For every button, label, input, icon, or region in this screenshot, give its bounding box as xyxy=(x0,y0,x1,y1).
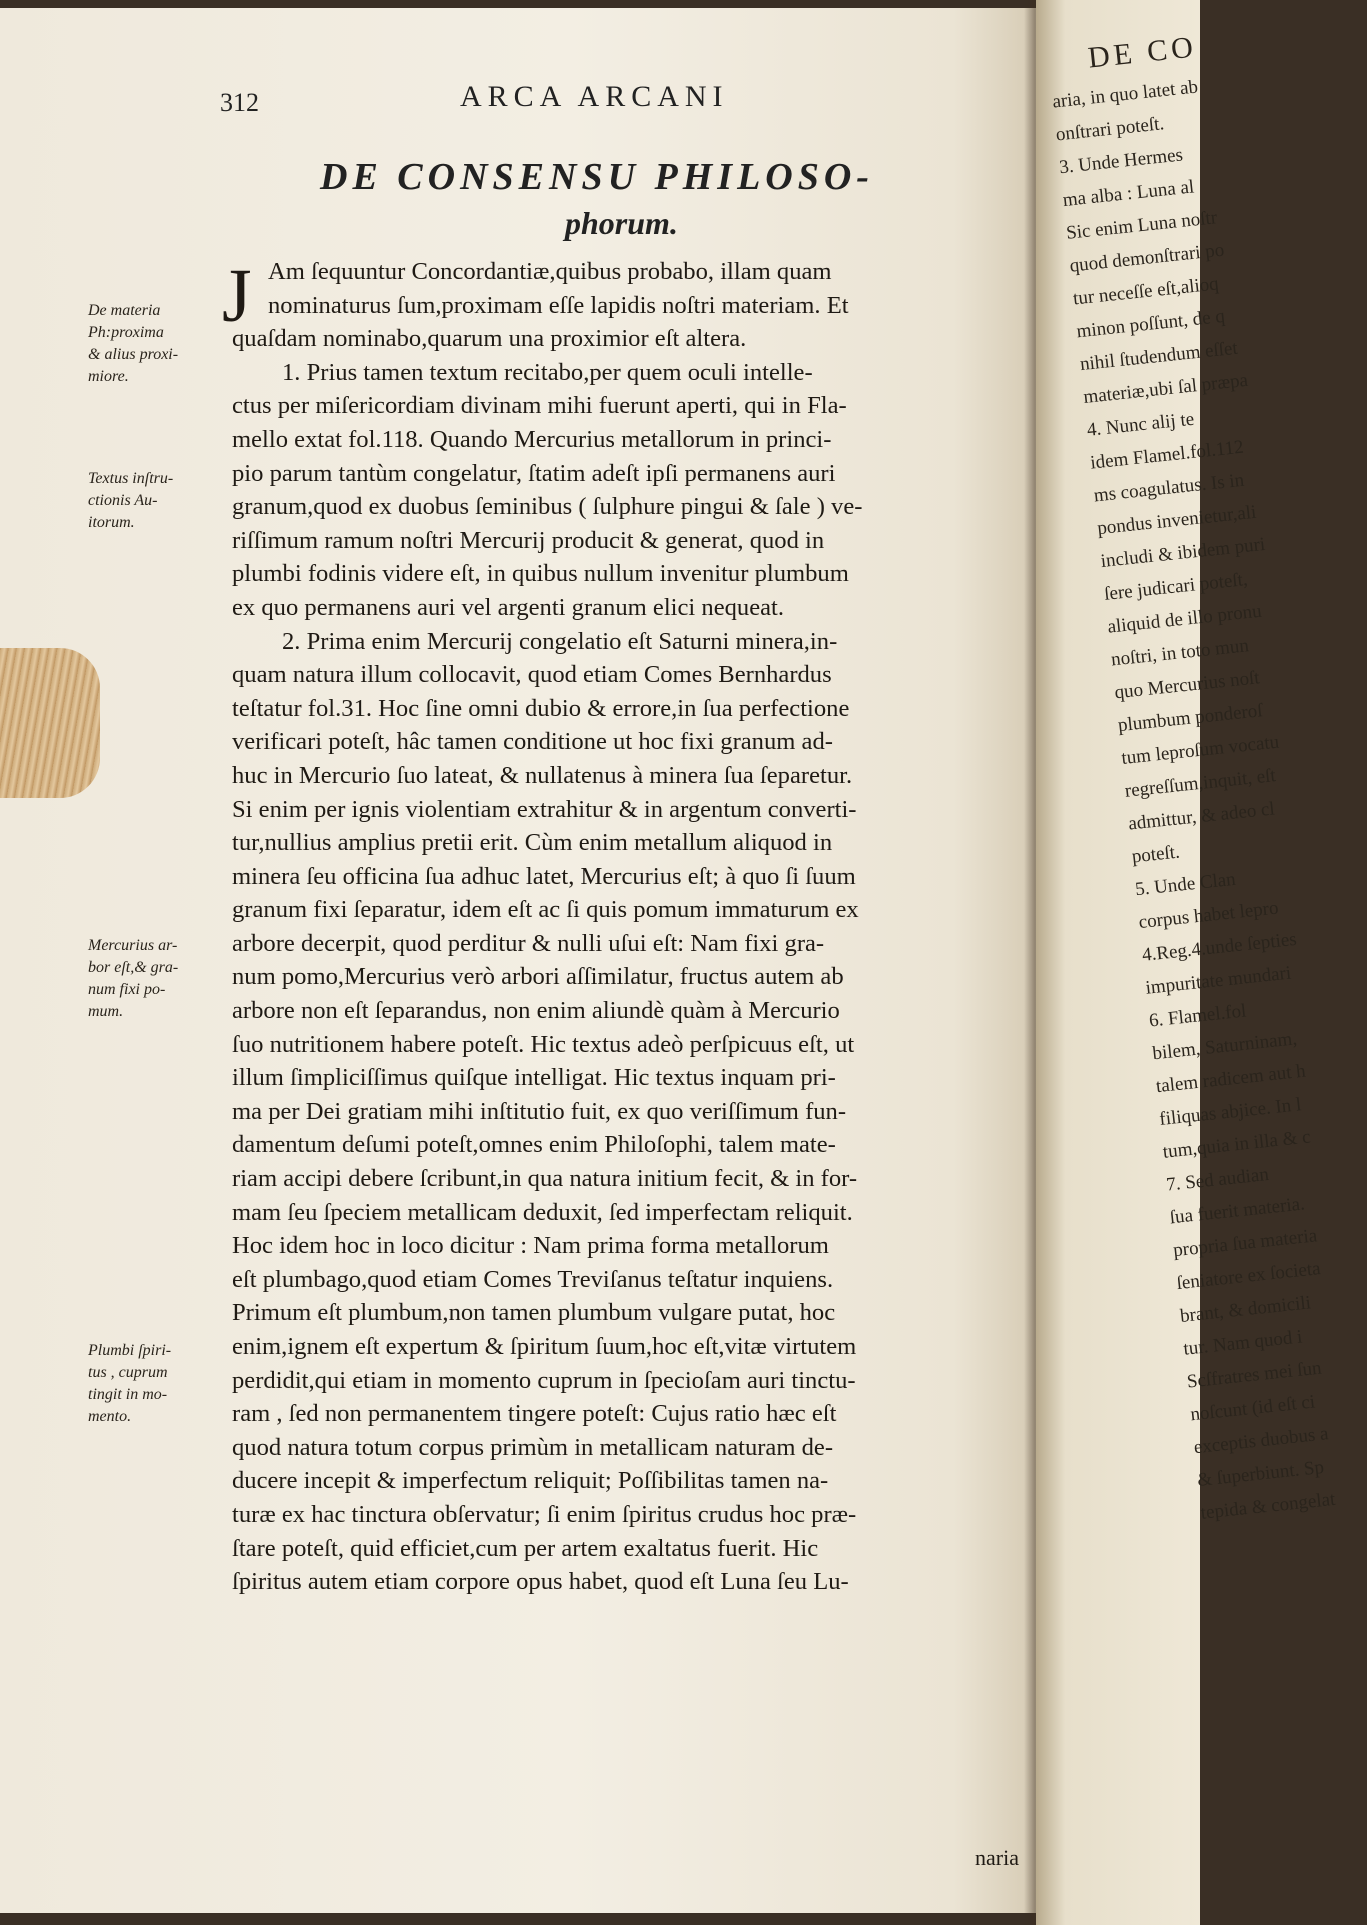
body-line: ram , ſed non permanentem tingere poteſt: Cujus ratio hæc eſt xyxy=(232,1400,837,1428)
body-line: minera ſeu officina ſua adhuc latet, Mercurius eſt; à quo ſi ſuum xyxy=(232,862,856,890)
right-page-line: brant, & domicili xyxy=(1179,1292,1312,1327)
body-line: 2. Prima enim Mercurij congelatio eſt Saturni minera,in- xyxy=(282,627,838,655)
chapter-heading-continued: phorum. xyxy=(565,205,678,241)
right-page-line: corpus habet lepro xyxy=(1137,897,1280,934)
margin-note-line: Textus inſtru- xyxy=(88,470,174,487)
margin-note-line: Ph:proxima xyxy=(88,324,164,341)
right-page-line: propria ſua materia xyxy=(1172,1225,1319,1262)
right-page-line: noſcunt (id eſt ci xyxy=(1189,1391,1316,1426)
right-page-line: idem Flamel.fol.112 xyxy=(1089,436,1245,474)
right-page-line: onſtrari poteſt. xyxy=(1054,113,1166,146)
right-page-heading: DE CO xyxy=(1086,30,1199,75)
right-page-line: ſeniatore ex ſocieta xyxy=(1175,1258,1322,1295)
running-title: ARCA ARCANI xyxy=(460,80,729,113)
body-line: num pomo,Mercurius verò arbori aſſimilatur, fructus autem ab xyxy=(232,963,844,991)
body-line: ſtare poteſt, quid efficiet,cum per artem exaltatus fuerit. Hic xyxy=(232,1534,819,1562)
margin-note-line: tus , cuprum xyxy=(88,1364,168,1381)
margin-note-line: tingit in mo- xyxy=(88,1386,168,1403)
right-page-line: ſere judicari poteſt, xyxy=(1103,568,1249,605)
right-page-line: tepida & congelat xyxy=(1199,1488,1337,1524)
margin-note-line: & alius proxi- xyxy=(88,346,179,363)
margin-note-line: ctionis Au- xyxy=(88,492,158,509)
body-line: arbore decerpit, quod perditur & nulli uſui eſt: Nam fixi gra- xyxy=(232,929,825,957)
right-page-line: quod demonſtrari po xyxy=(1068,239,1226,277)
right-page-line: tur neceſſe eſt,alioq xyxy=(1072,273,1220,310)
right-page-line: & ſuperbiunt. Sp xyxy=(1196,1456,1326,1492)
right-page-line: minon poſſunt, de q xyxy=(1075,305,1226,343)
brush-bristles-image xyxy=(0,648,100,798)
right-page-line: aliquid de illo pronu xyxy=(1106,600,1263,638)
running-head xyxy=(220,80,1020,120)
margin-note-line: De materia xyxy=(88,302,161,319)
body-line: riam accipi debere ſcribunt,in qua natura initium fecit, & in for- xyxy=(232,1165,858,1193)
right-page-line: ms coagulatus. Is in xyxy=(1092,469,1246,507)
right-page-line: ſua fuerit materia. xyxy=(1168,1193,1306,1229)
right-page-line: Scſfratres mei ſun xyxy=(1185,1357,1323,1393)
body-line: quam natura illum collocavit, quod etiam Comes Bernhardus xyxy=(232,661,832,689)
body-line: Primum eſt plumbum,non tamen plumbum vulgare putat, hoc xyxy=(232,1299,836,1327)
body-line: illum ſimpliciſſimus quiſque intelligat. Hic textus inquam pri- xyxy=(232,1064,836,1092)
margin-note-line: miore. xyxy=(88,368,129,385)
body-line: ducere incepit & imperfectum reliquit; Poſſibilitas tamen na- xyxy=(232,1467,829,1495)
right-page-line: 3. Unde Hermes xyxy=(1058,144,1184,179)
body-line: ſpiritus autem etiam corpore opus habet, quod eſt Luna ſeu Lu- xyxy=(232,1568,849,1596)
body-line: 1. Prius tamen textum recitabo,per quem oculi intelle- xyxy=(282,358,813,386)
body-line: granum fixi ſeparatur, idem eſt ac ſi quis pomum immaturum ex xyxy=(232,896,859,924)
right-page-line: tur. Nam quod i xyxy=(1182,1326,1304,1360)
margin-note-line: Plumbi ſpiri- xyxy=(88,1342,172,1359)
body-line: pio parum tantùm congelatur, ſtatim adeſt ipſi permanens auri xyxy=(232,459,836,487)
body-line: Am ſequuntur Concordantiæ,quibus probabo, illam quam xyxy=(268,258,832,285)
right-page-line: admittur, & adeo cl xyxy=(1127,798,1276,835)
margin-note-plumbi xyxy=(88,1340,222,1428)
body-line: ctus per miſericordiam divinam mihi fuerunt aperti, qui in Fla- xyxy=(232,392,847,420)
body-line: damentum deſumi poteſt,omnes enim Philoſophi, talem mate- xyxy=(232,1131,836,1159)
body-line: quaſdam nominabo,quarum una proximior eſt altera. xyxy=(232,325,747,353)
body-line: turæ ex hac tinctura obſervatur; ſi enim ſpiritus crudus hoc præ- xyxy=(232,1500,857,1528)
body-line: teſtatur fol.31. Hoc ſine omni dubio & errore,in ſua perfectione xyxy=(232,694,850,722)
margin-note-line: Mercurius ar- xyxy=(88,937,178,954)
body-line: huc in Mercurio ſuo lateat, & nullatenus à minera ſua ſeparetur. xyxy=(232,761,853,789)
chapter-heading: DE CONSENSU PHILOSO- xyxy=(320,156,874,198)
right-page-line: tum leproſum vocatu xyxy=(1120,731,1281,769)
body-line: tur,nullius amplius pretii erit. Cùm enim metallum aliquod in xyxy=(232,829,833,857)
right-page-line: includi & ibidem puri xyxy=(1099,533,1267,573)
right-page-line: bilem, Saturninam, xyxy=(1151,1028,1298,1065)
body-line: enim,ignem eſt expertum & ſpiritum ſuum,hoc eſt,vitæ virtutem xyxy=(232,1333,857,1360)
body-line: mam ſeu ſpeciem metallicam deduxit, ſed imperfectam reliquit. xyxy=(232,1198,853,1226)
right-page-line: noſtri, in toto mun xyxy=(1110,635,1250,671)
body-line: Hoc idem hoc in loco dicitur : Nam prima forma metallorum xyxy=(232,1232,829,1260)
body-line: quod natura totum corpus primùm in metallicam naturam de- xyxy=(232,1433,834,1461)
margin-note-line: itorum. xyxy=(88,514,135,531)
margin-note-line: bor eſt,& gra- xyxy=(88,959,179,976)
right-page-line: poteſt. xyxy=(1130,841,1181,868)
body-line: perdidit,qui etiam in momento cuprum in ſpecioſam auri tinctu- xyxy=(232,1366,856,1394)
right-page-line: exceptis duobus a xyxy=(1192,1423,1330,1459)
right-page-line: aria, in quo latet ab xyxy=(1051,76,1199,113)
right-page-line: filiquas abjice. In l xyxy=(1158,1094,1303,1130)
right-page-line: 5. Unde Clan xyxy=(1134,868,1237,901)
drop-cap: J xyxy=(222,254,252,338)
right-page-line: 4.Reg.4.unde ſepties xyxy=(1141,928,1298,966)
body-line: Si enim per ignis violentiam extrahitur & in argentum converti- xyxy=(232,795,857,823)
body-line: mello extat fol.118. Quando Mercurius metallorum in princi- xyxy=(232,425,832,453)
page-number: 312 xyxy=(220,88,259,117)
right-page-line: tum,quia in illa & c xyxy=(1161,1126,1312,1163)
right-page-line: 4. Nunc alij te xyxy=(1085,408,1196,441)
body-line: eſt plumbago,quod etiam Comes Treviſanus teſtatur inquiens. xyxy=(232,1265,834,1293)
right-page-line: 6. Flamel.fol xyxy=(1148,1000,1248,1032)
right-page-line: talem radicem aut h xyxy=(1154,1060,1307,1098)
margin-note-line: mum. xyxy=(88,1003,124,1020)
right-page-line: plumbum ponderoſ xyxy=(1116,700,1264,737)
body-line: riſſimum ramum noſtri Mercurij producit & generat, quod in xyxy=(232,526,825,554)
right-page-line: impuritate mundari xyxy=(1144,962,1293,999)
right-page-line: ma alba : Luna al xyxy=(1061,176,1196,212)
body-line: plumbi fodinis videre eſt, in quibus nullum invenitur plumbum xyxy=(232,560,849,588)
body-line: ex quo permanens auri vel argenti granum elici nequeat. xyxy=(232,593,785,621)
margin-note-textus xyxy=(88,468,222,534)
right-page-line: materiæ,ubi ſal præpa xyxy=(1082,369,1249,408)
body-line: nominaturus ſum,proximam eſſe lapidis noſtri materiam. Et xyxy=(268,291,849,319)
right-page-line: Sic enim Luna noſtr xyxy=(1065,207,1219,244)
margin-note-materia xyxy=(88,300,222,388)
margin-note-line: num fixi po- xyxy=(88,981,166,998)
body-line: ſuo nutritionem habere poteſt. Hic textus adeò perſpicuus eſt, ut xyxy=(232,1030,855,1058)
body-line: granum,quod ex duobus ſeminibus ( ſulphure pingui & ſale ) ve- xyxy=(232,493,863,521)
right-page-line: quo Mercurius noſt xyxy=(1113,667,1261,704)
right-page-line: nihil ſtudendum eſſet xyxy=(1079,337,1239,376)
right-page-line: 7. Sed audian xyxy=(1165,1163,1270,1196)
body-line: verificari poteſt, hâc tamen conditione ut hoc fixi granum ad- xyxy=(232,728,833,756)
body-line: ma per Dei gratiam mihi inſtitutio fuit, ex quo veriſſimum fun- xyxy=(232,1097,847,1125)
margin-note-line: mento. xyxy=(88,1408,132,1425)
right-page-line: regreſſum,inquit, eſt xyxy=(1123,765,1277,802)
margin-note-mercurius xyxy=(88,935,222,1023)
body-line: arbore non eſt ſeparandus, non enim aliundè quàm à Mercurio xyxy=(232,997,840,1025)
catchword: naria xyxy=(975,1845,1019,1870)
body-text xyxy=(232,255,1028,1599)
right-page-line: pondus invenietur,ali xyxy=(1096,501,1258,540)
